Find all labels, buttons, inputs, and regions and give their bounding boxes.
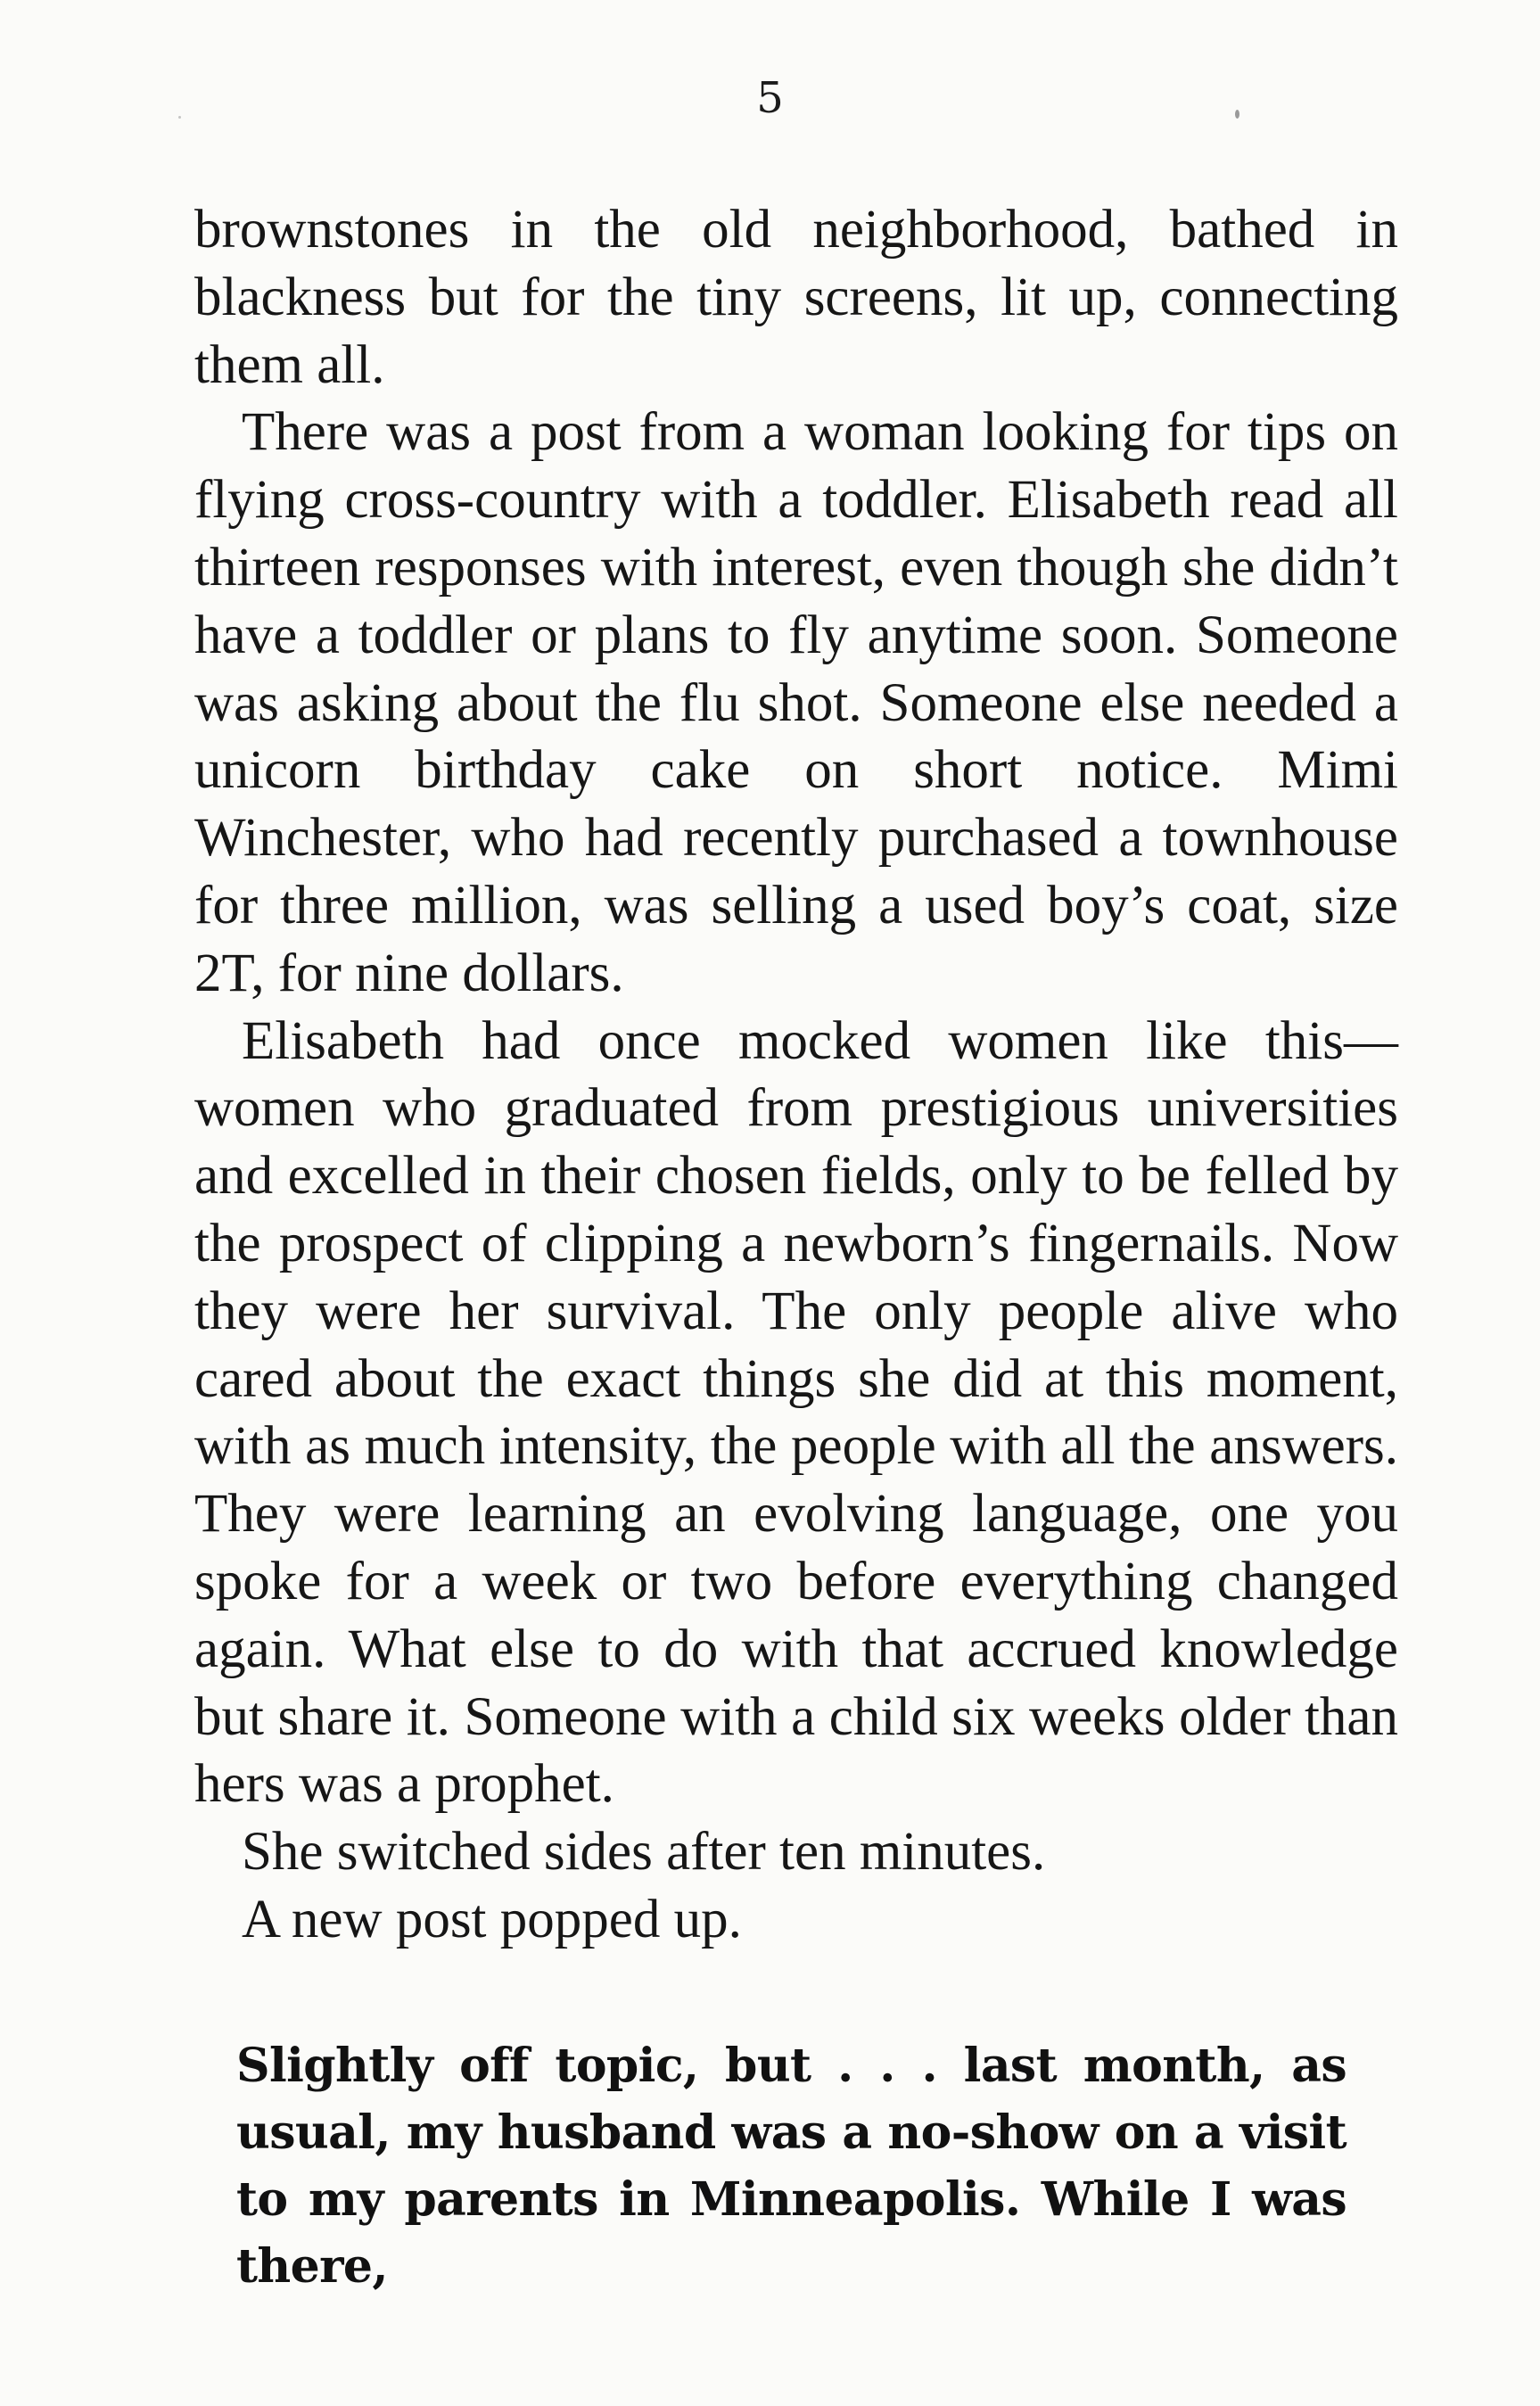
forum-post-excerpt: Slightly off topic, but . . . last month, as usual, my husband was a no-show on a visit to my parents in Minneapolis. While I was there, (236, 2039, 1346, 2294)
paragraph-new-post: A new post popped up. (242, 1889, 742, 1949)
page-number: 5 (756, 73, 784, 123)
paragraph-post-tips: There was a post from a woman looking for tips on flying cross-country with a toddler. Elisabeth read all thirteen responses with interest, even though she didn’t have a toddler or plans to fly anytime soon. Someone was asking about the flu shot. Someone else needed a unicorn birthday cake on short notice. Mimi Winchester, who had recently purchased a townhouse for three million, was selling a used boy’s coat, size 2T, for nine dollars. (194, 402, 1398, 1003)
paragraph-mocked-women: Elisabeth had once mocked women like this— women who graduated from prestigious universities and excelled in their chosen fields, only to be felled by the prospect of clipping a newborn’s fingernails. Now they were her survival. The only people alive who cared about the exact things she did at this moment, with as much intensity, the people with all the answers. They were learning an evolving language, one you spoke for a week or two before everything changed again. What else to do with that accrued knowledge but share it. Someone with a child six weeks older than hers was a prophet. (194, 1010, 1398, 1815)
body-text (194, 196, 1398, 1954)
paragraph-switched-sides: She switched sides after ten minutes. (242, 1822, 1046, 1883)
paragraph-continued: brownstones in the old neighborhood, bathed in blackness but for the tiny screens, lit up, connecting them all. (194, 200, 1398, 395)
